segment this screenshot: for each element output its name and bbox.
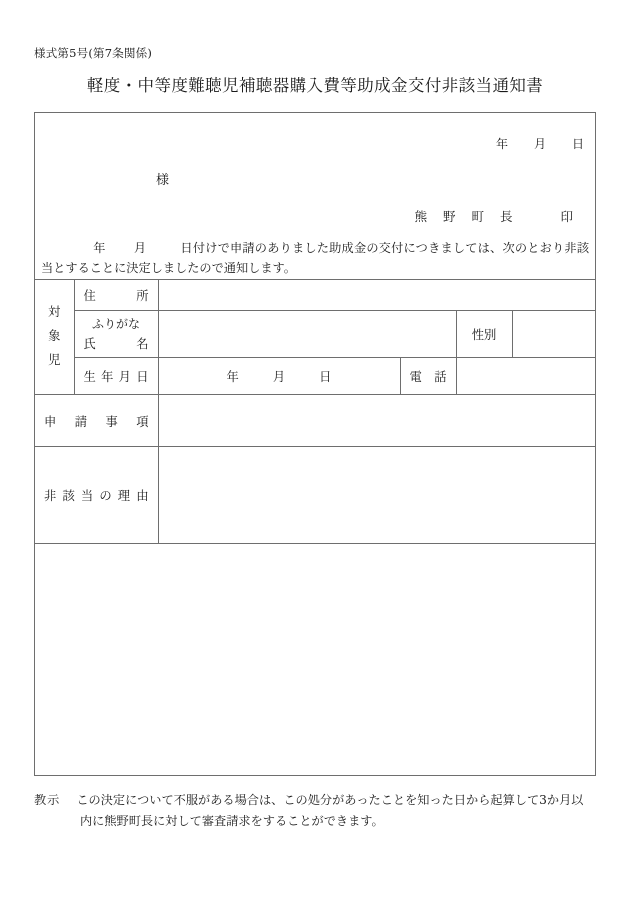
telephone-label-cell [400, 358, 456, 395]
name-label: 氏名 [83, 337, 149, 351]
birthdate-year: 年 [226, 370, 239, 384]
name-value-cell[interactable] [158, 311, 456, 358]
letter-head-block [35, 113, 595, 279]
birthdate-label-cell [74, 358, 158, 395]
notice-label: 教示 [34, 793, 61, 807]
issuer-title: 熊 野 町 長 [414, 209, 519, 224]
issue-date-line [496, 135, 584, 152]
table-row-birthdate [35, 358, 595, 395]
address-label-cell [74, 280, 158, 311]
body-date-month: 月 [133, 241, 147, 255]
gender-label-cell [456, 311, 512, 358]
subject-label-char-1: 対 [48, 305, 61, 320]
notice-line-2: 内に熊野町長に対して審査請求をすることができます。 [80, 814, 384, 828]
seal-mark: 印 [560, 209, 573, 224]
reason-label-cell [35, 447, 158, 544]
table-row-address [35, 280, 595, 311]
name-label-stack [75, 314, 158, 354]
application-items-value-cell[interactable] [158, 395, 595, 447]
page-title: 軽度・中等度難聴児補聴器購入費等助成金交付非該当通知書 [86, 76, 544, 95]
gender-value-cell[interactable] [512, 311, 595, 358]
subject-details-table [35, 279, 595, 758]
telephone-value-cell[interactable] [456, 358, 595, 395]
appeal-notice [34, 790, 604, 832]
body-text-line2: ることに決定しましたので通知します。 [77, 261, 296, 275]
table-row-application-items [35, 395, 595, 447]
application-items-label: 申請事項 [44, 414, 149, 429]
table-row-free-area [35, 544, 595, 758]
table-row-name [35, 311, 595, 358]
addressee-line: 様 [156, 173, 170, 188]
subject-child-label [35, 280, 74, 395]
furigana-label: ふりがな [91, 317, 140, 331]
issuer-line [415, 207, 573, 225]
issue-date-month: 月 [533, 137, 546, 151]
reason-label: 非該当の理由 [44, 489, 149, 503]
table-row-reason [35, 447, 595, 544]
body-date-year: 年 [93, 241, 106, 255]
telephone-label: 電話 [409, 370, 447, 384]
notification-body [41, 238, 589, 278]
birthdate-label: 生 年 月 日 [83, 370, 149, 384]
name-label-cell [74, 311, 158, 358]
subject-label-char-3: 児 [48, 352, 61, 367]
address-label: 住所 [83, 289, 149, 303]
address-value-cell[interactable] [158, 280, 595, 311]
birthdate-day: 日 [319, 370, 332, 384]
form-number: 様式第5号(第7条関係) [34, 46, 153, 60]
birthdate-value-cell[interactable] [158, 358, 400, 395]
reason-value-cell[interactable] [158, 447, 595, 544]
free-area-cell[interactable] [35, 544, 595, 758]
issue-date-year: 年 [495, 137, 508, 151]
gender-label: 性別 [471, 328, 497, 342]
form-frame [34, 112, 596, 776]
application-items-label-cell [35, 395, 158, 447]
birthdate-month: 月 [272, 370, 286, 384]
issue-date-day: 日 [571, 137, 584, 151]
body-text-line1: 日付けで申請のありました助成金の交付につきましては、次のとおり非該当とす [41, 241, 590, 275]
subject-label-char-2: 象 [48, 329, 61, 344]
notice-line-1: この決定について不服がある場合は、この処分があったことを知った日から起算して3か月以 [76, 793, 584, 807]
